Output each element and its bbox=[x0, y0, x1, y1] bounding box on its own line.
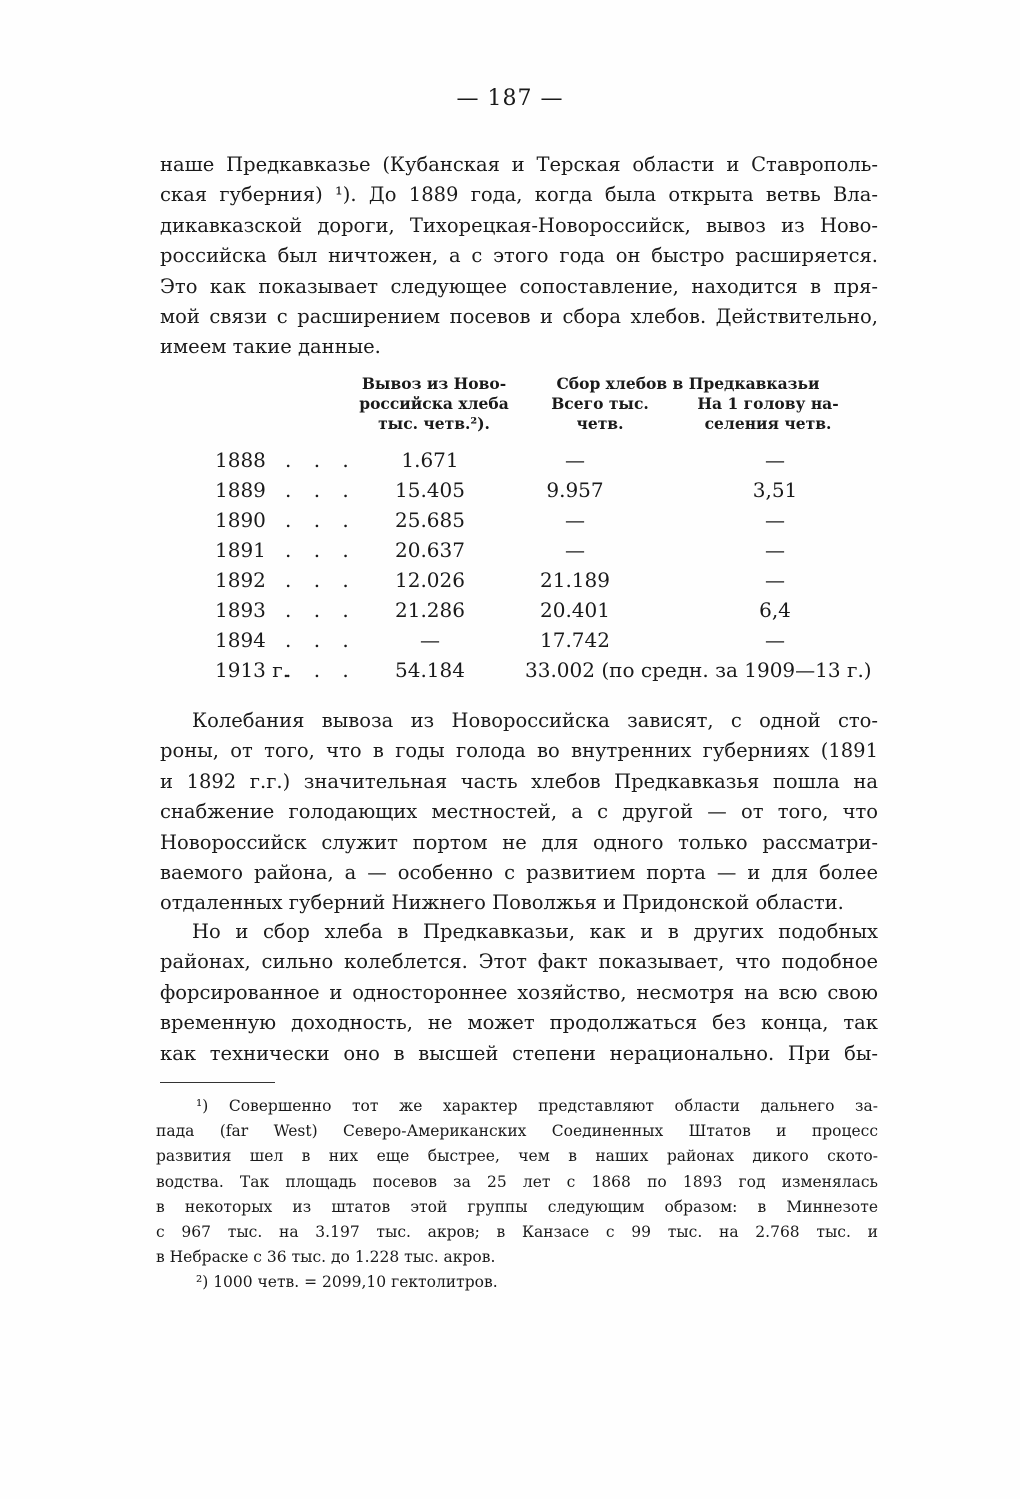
cell-dots: . . . bbox=[285, 598, 357, 622]
footnote-divider bbox=[160, 1082, 275, 1083]
paragraph-intro bbox=[160, 150, 878, 363]
header-line: Всего тыс. bbox=[551, 394, 649, 413]
table-row bbox=[215, 595, 895, 625]
footnote-line: водства. Так площадь посевов за 25 лет с 1868 по 1893 год изменялась bbox=[156, 1172, 878, 1191]
cell-year: 1890 bbox=[215, 508, 266, 532]
cell-export: 12.026 bbox=[395, 568, 465, 592]
header-line: Вывоз из Ново- bbox=[361, 374, 507, 393]
text-line: форсированное и одностороннее хозяйство, несмотря на всю свою bbox=[160, 980, 878, 1004]
text-line: роны, от того, что в годы голода во внутренних губерниях (1891 bbox=[160, 739, 878, 763]
text-line: наше Предкавказье (Кубанская и Терская области и Ставрополь- bbox=[160, 153, 878, 176]
cell-dots: . . . bbox=[285, 478, 357, 502]
cell-export: 25.685 bbox=[395, 508, 465, 532]
table-row bbox=[215, 535, 895, 565]
cell-dots: . . . bbox=[285, 508, 357, 532]
text-line: Новороссийск служит портом не для одного только рассматри- bbox=[160, 830, 878, 854]
paragraph-harvest bbox=[160, 917, 878, 1069]
header-line: селения четв. bbox=[704, 414, 832, 433]
text-line: ваемого района, а — особенно с развитием порта — и для более bbox=[160, 861, 878, 885]
table-row bbox=[215, 655, 895, 685]
cell-dots: . . . bbox=[285, 568, 357, 592]
header-line: тыс. четв.²). bbox=[378, 414, 490, 433]
cell-year: 1889 bbox=[215, 478, 266, 502]
text-line: российска был ничтожен, а с этого года он быстро расширяется. bbox=[160, 244, 878, 268]
cell-dots: . . . bbox=[285, 448, 357, 472]
cell-total: 20.401 bbox=[540, 598, 610, 622]
cell-year: 1893 bbox=[215, 598, 266, 622]
cell-export: 20.637 bbox=[395, 538, 465, 562]
footnotes bbox=[156, 1094, 878, 1296]
cell-total: 17.742 bbox=[540, 628, 610, 652]
text-line: отдаленных губерний Нижнего Поволжья и Придонской области. bbox=[160, 891, 844, 915]
cell-export: 54.184 bbox=[395, 658, 465, 682]
cell-dots: . . . bbox=[285, 538, 357, 562]
text-line: и 1892 г.г.) значительная часть хлебов Предкавказья пошла на bbox=[160, 769, 878, 793]
text-line: снабжение голодающих местностей, а с другой — от того, что bbox=[160, 800, 878, 824]
paragraph-fluctuations bbox=[160, 706, 878, 919]
text-line: районах, сильно колеблется. Этот факт показывает, что подобное bbox=[160, 950, 878, 974]
header-line: четв. bbox=[576, 414, 624, 433]
cell-total: 33.002 (по средн. за 1909—13 г.) bbox=[525, 658, 872, 682]
footnote-line: ²) 1000 четв. = 2099,10 гектолитров. bbox=[196, 1273, 498, 1292]
footnote-line: развития шел в них еще быстрее, чем в наших районах дикого ското- bbox=[156, 1147, 878, 1166]
footnote-line: в некоторых из штатов этой группы следующим образом: в Миннезоте bbox=[156, 1197, 878, 1216]
table-row bbox=[215, 445, 895, 475]
cell-export: — bbox=[420, 628, 440, 652]
cell-total: 21.189 bbox=[540, 568, 610, 592]
page-number: — 187 — bbox=[456, 86, 564, 111]
table-row bbox=[215, 475, 895, 505]
text-line: дикавказской дороги, Тихорецкая-Новороссийск, вывоз из Ново- bbox=[160, 213, 878, 237]
cell-total: — bbox=[565, 508, 585, 532]
cell-year: 1913 г. bbox=[215, 658, 290, 682]
header-line: На 1 голову на- bbox=[697, 394, 839, 413]
header-export bbox=[352, 374, 516, 434]
header-per-capita bbox=[688, 394, 848, 434]
cell-year: 1892 bbox=[215, 568, 266, 592]
cell-per-capita: — bbox=[765, 538, 785, 562]
table-row bbox=[215, 565, 895, 595]
text-line: имеем такие данные. bbox=[160, 335, 381, 359]
table-row bbox=[215, 505, 895, 535]
cell-export: 1.671 bbox=[401, 448, 459, 472]
text-line: Это как показывает следующее сопоставление, находится в пря- bbox=[160, 274, 878, 298]
cell-per-capita: — bbox=[765, 508, 785, 532]
cell-total: — bbox=[565, 538, 585, 562]
text-line: ская губерния) ¹). До 1889 года, когда была открыта ветвь Вла- bbox=[160, 183, 878, 207]
footnote-line: с 967 тыс. на 3.197 тыс. акров; в Канзасе с 99 тыс. на 2.768 тыс. и bbox=[156, 1223, 878, 1242]
cell-export: 21.286 bbox=[395, 598, 465, 622]
cell-total: 9.957 bbox=[546, 478, 604, 502]
footnote-line: ¹) Совершенно тот же характер представляют области дальнего за- bbox=[196, 1097, 878, 1115]
text-line: Колебания вывоза из Новороссийска зависят, с одной сто- bbox=[192, 709, 878, 732]
cell-per-capita: — bbox=[765, 448, 785, 472]
header-total bbox=[538, 394, 662, 434]
cell-export: 15.405 bbox=[395, 478, 465, 502]
text-line: как технически оно в высшей степени нерационально. При бы- bbox=[160, 1041, 878, 1065]
footnote-line: пада (far West) Северо-Американских Соединенных Штатов и процесс bbox=[156, 1122, 878, 1141]
cell-total: — bbox=[565, 448, 585, 472]
table-row bbox=[215, 625, 895, 655]
cell-dots: . . . bbox=[285, 658, 357, 682]
cell-year: 1888 bbox=[215, 448, 266, 472]
header-group: Сбор хлебов в Предкавказьи bbox=[556, 374, 820, 393]
cell-per-capita: — bbox=[765, 628, 785, 652]
cell-per-capita: 3,51 bbox=[752, 478, 798, 502]
cell-year: 1891 bbox=[215, 538, 266, 562]
text-line: мой связи с расширением посевов и сбора хлебов. Действительно, bbox=[160, 305, 878, 329]
text-line: временную доходность, не может продолжаться без конца, так bbox=[160, 1011, 878, 1035]
text-line: Но и сбор хлеба в Предкавказьи, как и в других подобных bbox=[192, 920, 878, 943]
footnote-line: в Небраске с 36 тыс. до 1.228 тыс. акров. bbox=[156, 1248, 496, 1267]
cell-per-capita: 6,4 bbox=[759, 598, 791, 622]
cell-per-capita: — bbox=[765, 568, 785, 592]
header-line: российска хлеба bbox=[359, 394, 509, 413]
cell-year: 1894 bbox=[215, 628, 266, 652]
cell-dots: . . . bbox=[285, 628, 357, 652]
